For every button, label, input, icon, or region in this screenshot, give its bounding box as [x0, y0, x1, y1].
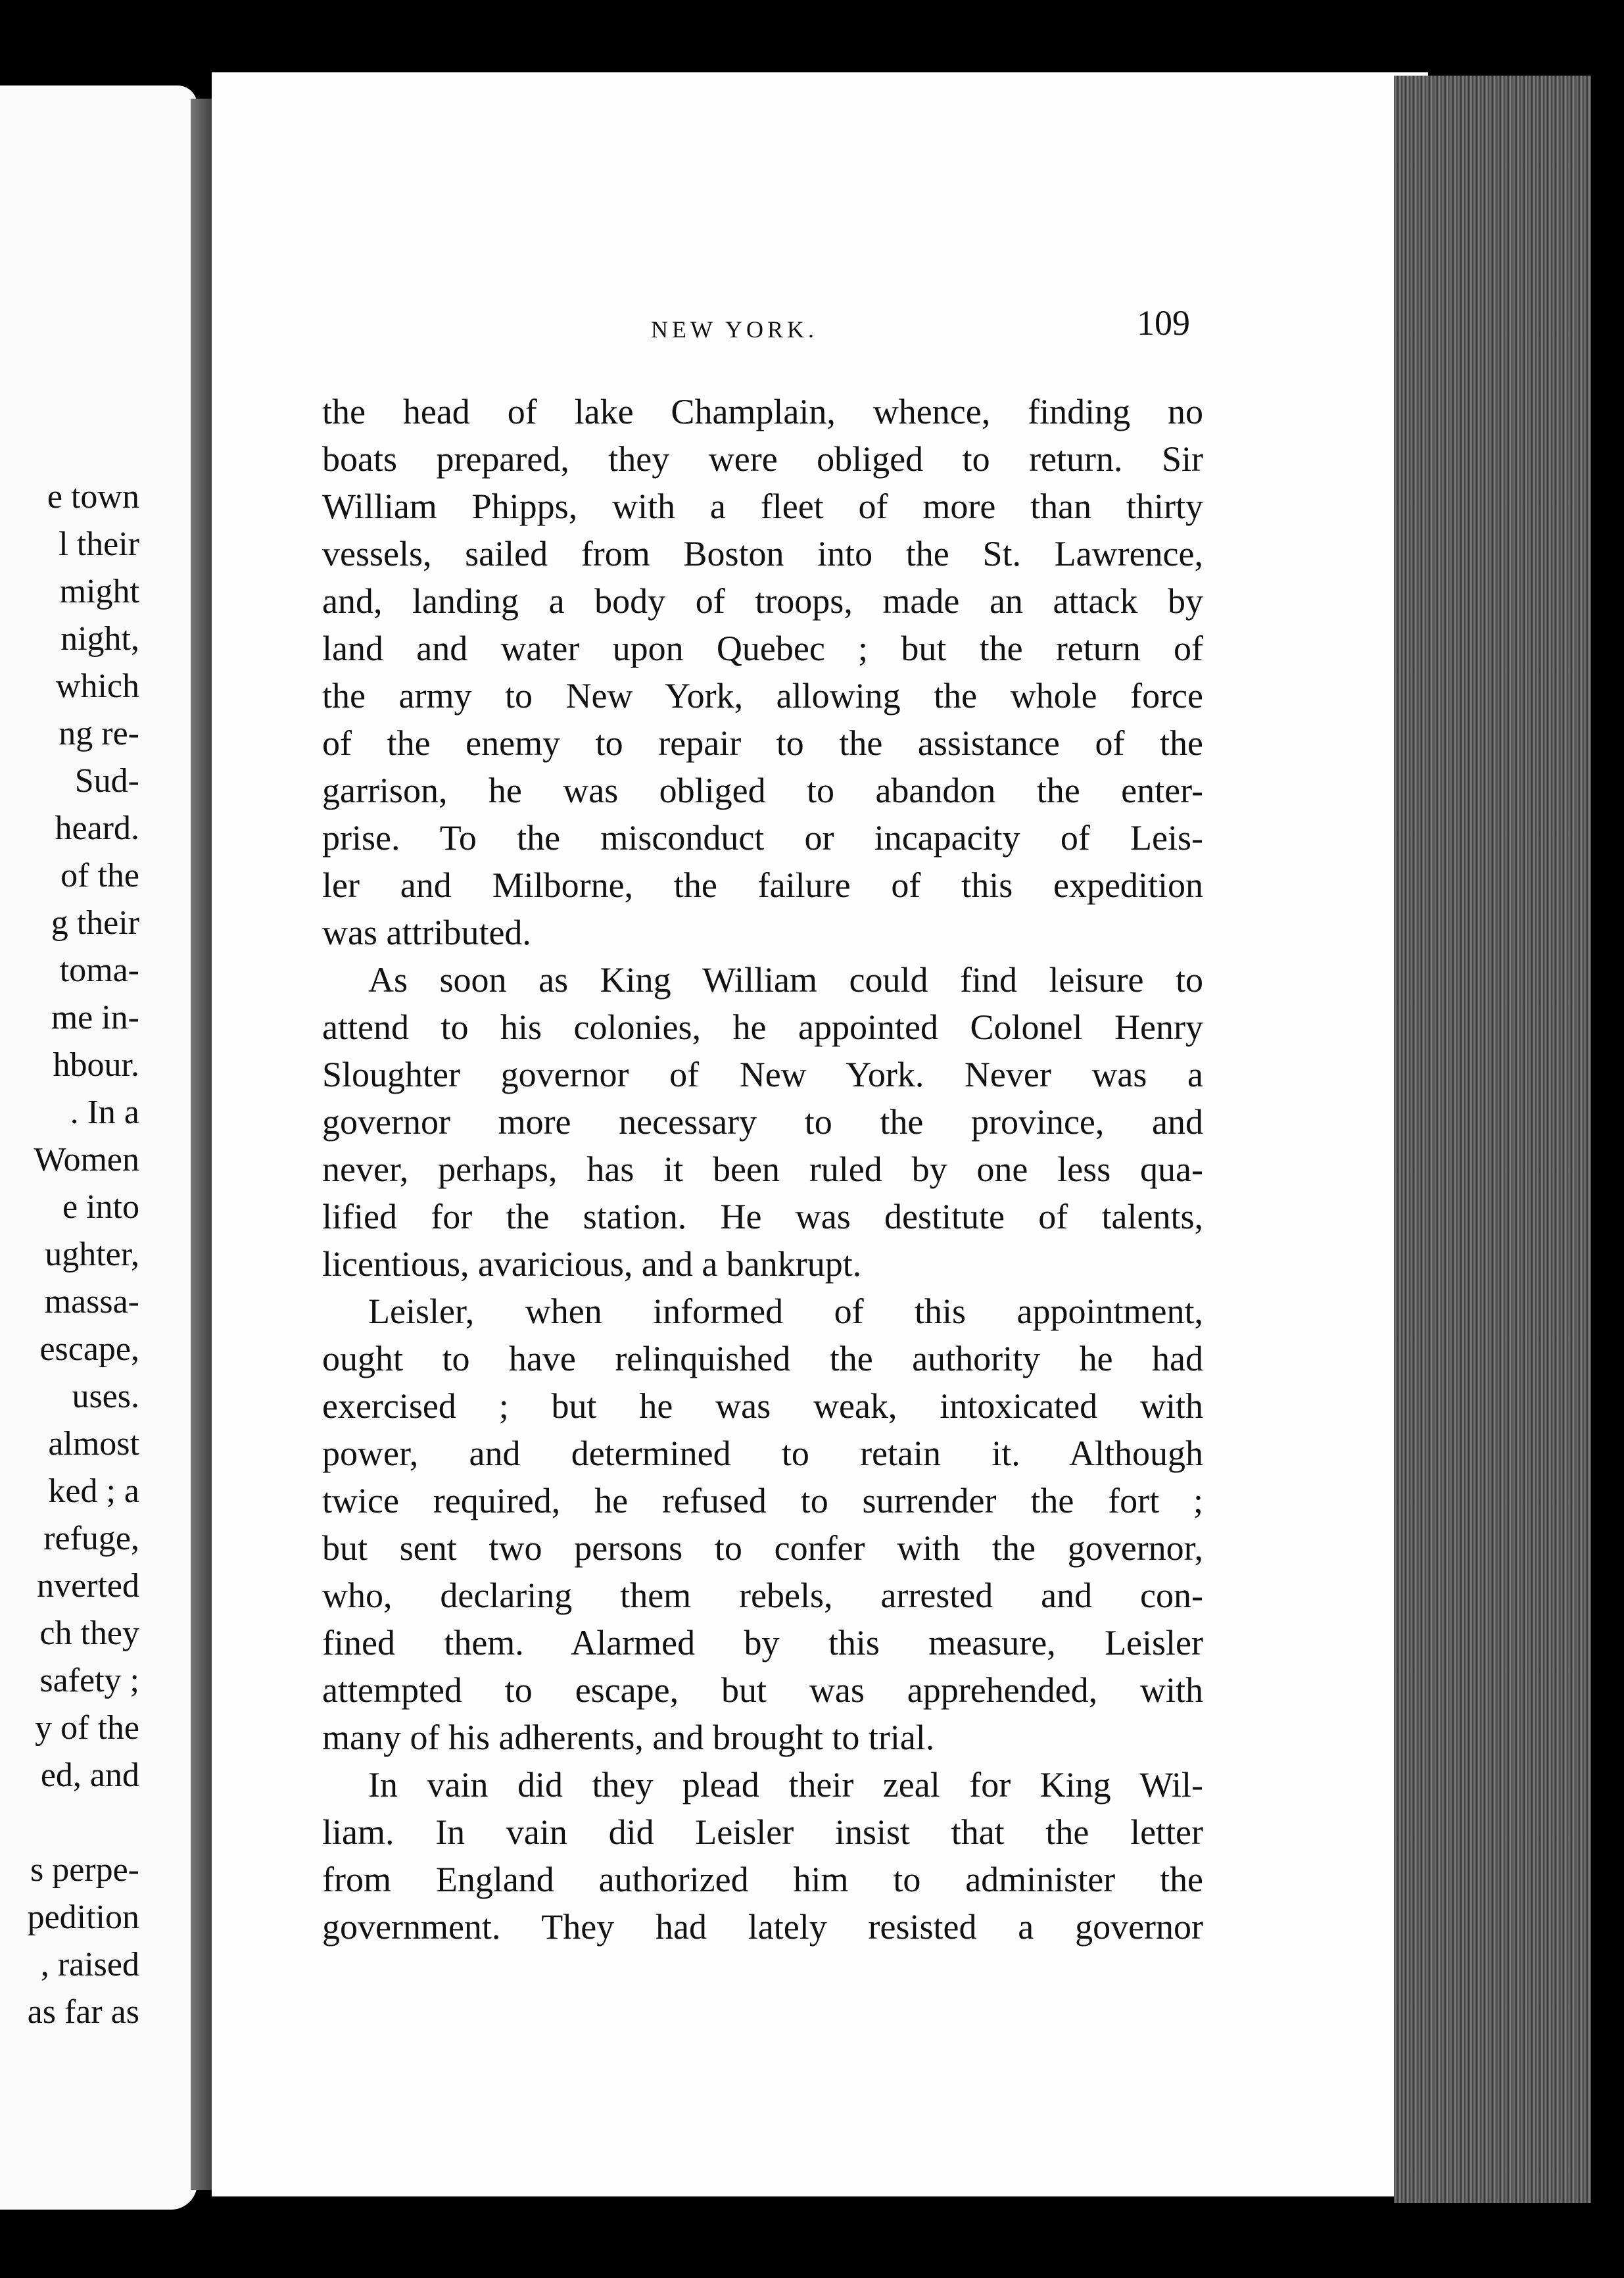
body-line: attend to his colonies, he appointed Colonel Henry — [322, 1007, 1203, 1047]
body-line: garrison, he was obliged to abandon the enter- — [322, 771, 1203, 810]
body-line: Leisler, when informed of this appointment, — [368, 1292, 1203, 1331]
body-line: but sent two persons to confer with the governor, — [322, 1528, 1203, 1568]
left-page-line: ed, and — [40, 1757, 139, 1794]
body-line: ler and Milborne, the failure of this expedition — [322, 865, 1203, 905]
body-line: licentious, avaricious, and a bankrupt. — [322, 1244, 862, 1284]
left-page-line: y of the — [35, 1709, 139, 1747]
left-page-line: night, — [60, 620, 139, 658]
body-line: fined them. Alarmed by this measure, Leisler — [322, 1623, 1203, 1662]
page-number: 109 — [1137, 303, 1190, 343]
body-line: attempted to escape, but was apprehended, with — [322, 1670, 1203, 1710]
body-line: the head of lake Champlain, whence, finding no — [322, 392, 1203, 431]
left-page-line: pedition — [27, 1899, 139, 1936]
left-page-line: of the — [60, 857, 139, 894]
left-page-line: . In a — [70, 1094, 139, 1131]
left-page-line: escape, — [39, 1330, 139, 1368]
left-page-line: Women — [34, 1141, 139, 1178]
body-line: and, landing a body of troops, made an attack by — [322, 581, 1203, 621]
body-text — [322, 388, 1203, 1951]
running-head: NEW YORK. — [651, 316, 818, 343]
body-line: of the enemy to repair to the assistance of the — [322, 723, 1203, 763]
left-page-line: ughter, — [45, 1236, 139, 1273]
left-page — [0, 85, 197, 2210]
body-line: the army to New York, allowing the whole force — [322, 676, 1203, 715]
left-page-line: nverted — [37, 1567, 139, 1605]
left-page-line: , raised — [40, 1946, 139, 1983]
left-page-line: uses. — [72, 1378, 139, 1415]
left-page-text — [0, 473, 197, 2036]
body-line: governor more necessary to the province, and — [322, 1102, 1203, 1142]
left-page-line: l their — [59, 525, 139, 563]
body-line: In vain did they plead their zeal for King Wil- — [368, 1765, 1203, 1805]
body-line: ought to have relinquished the authority he had — [322, 1339, 1203, 1378]
body-line: from England authorized him to administer the — [322, 1860, 1203, 1899]
left-page-line: almost — [48, 1425, 139, 1463]
body-line: was attributed. — [322, 913, 531, 952]
left-page-line: refuge, — [43, 1520, 139, 1557]
body-line: government. They had lately resisted a governor — [322, 1907, 1203, 1947]
body-line: power, and determined to retain it. Although — [322, 1434, 1203, 1473]
left-page-line: massa- — [44, 1283, 139, 1321]
page-edges — [1394, 76, 1591, 2203]
body-line: who, declaring them rebels, arrested and con- — [322, 1576, 1203, 1615]
left-page-line: e into — [62, 1188, 139, 1226]
left-page-line: might — [59, 573, 139, 610]
left-page-line: Sud- — [74, 762, 139, 800]
body-line: liam. In vain did Leisler insist that the letter — [322, 1812, 1203, 1852]
left-page-line: s perpe- — [30, 1851, 139, 1889]
left-page-line — [0, 1799, 197, 1847]
left-page-line: ch they — [39, 1614, 139, 1652]
page-header — [316, 296, 1190, 355]
left-page-line: toma- — [59, 952, 139, 989]
left-page-line: me in- — [51, 999, 139, 1036]
body-line: William Phipps, with a fleet of more than thirty — [322, 487, 1203, 526]
left-page-line: g their — [51, 904, 139, 942]
left-page-line: heard. — [55, 810, 139, 847]
left-page-line: hbour. — [53, 1046, 139, 1084]
left-page-line: ng re- — [59, 715, 139, 752]
body-line: lified for the station. He was destitute of talents, — [322, 1197, 1203, 1236]
body-line: exercised ; but he was weak, intoxicated with — [322, 1386, 1203, 1426]
body-line: land and water upon Quebec ; but the return of — [322, 629, 1203, 668]
left-page-line: safety ; — [39, 1662, 139, 1699]
left-page-line: e town — [47, 478, 139, 516]
body-line: Sloughter governor of New York. Never was a — [322, 1055, 1203, 1094]
body-line: never, perhaps, has it been ruled by one less qua- — [322, 1150, 1203, 1189]
body-line: vessels, sailed from Boston into the St. Lawrence, — [322, 534, 1203, 573]
left-page-line: ked ; a — [48, 1472, 139, 1510]
left-page-line: as far as — [27, 1993, 139, 2031]
body-line: prise. To the misconduct or incapacity of Leis- — [322, 818, 1203, 858]
body-line: twice required, he refused to surrender the fort ; — [322, 1481, 1203, 1520]
body-line: many of his adherents, and brought to trial. — [322, 1718, 935, 1757]
body-line: boats prepared, they were obliged to return. Sir — [322, 439, 1203, 479]
body-line: As soon as King William could find leisure to — [368, 960, 1203, 1000]
left-page-line: which — [55, 667, 139, 705]
